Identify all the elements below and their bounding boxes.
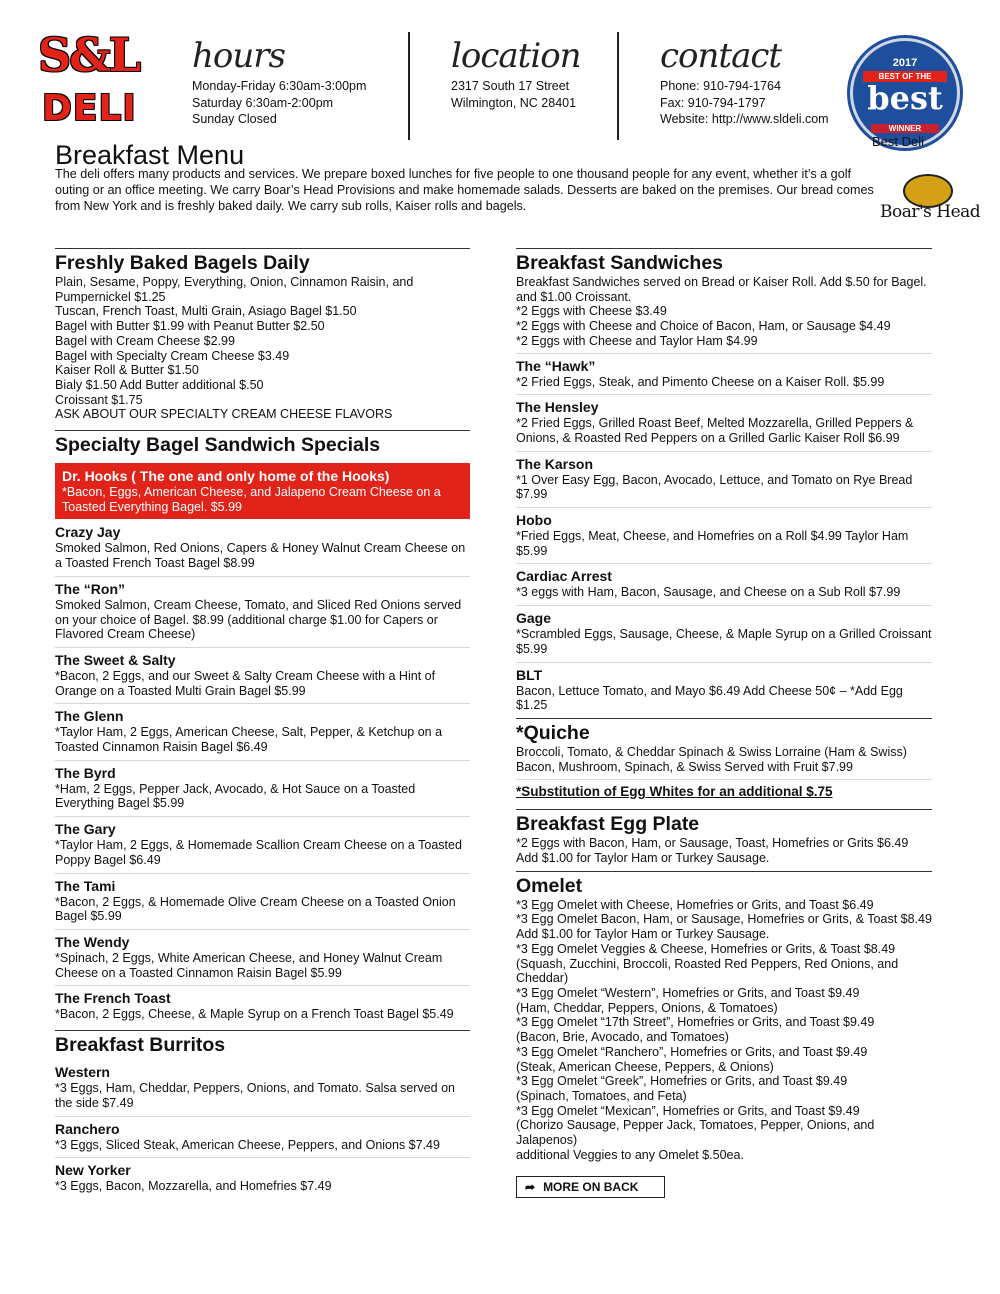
omelet-line: *3 Egg Omelet “Greek”, Homefries or Grits, and Toast $9.49 bbox=[516, 1074, 848, 1089]
item-name: New Yorker bbox=[55, 1162, 131, 1179]
sandwich-line: *2 Eggs with Cheese and Choice of Bacon, Ham, or Sausage $4.49 bbox=[516, 319, 891, 334]
section-title: Freshly Baked Bagels Daily bbox=[55, 252, 310, 274]
menu-item bbox=[55, 703, 470, 759]
hours-heading: hours bbox=[192, 36, 285, 76]
item-desc: *Bacon, 2 Eggs, & Homemade Olive Cream Cheese on a Toasted Onion Bagel $5.99 bbox=[55, 894, 456, 924]
section-title: Breakfast Sandwiches bbox=[516, 252, 724, 274]
menu-item bbox=[55, 760, 470, 816]
sandwich-line: *2 Eggs with Cheese and Taylor Ham $4.99 bbox=[516, 333, 758, 348]
item-name: The Gary bbox=[55, 821, 116, 838]
share-arrow-icon: ➦ bbox=[525, 1180, 536, 1195]
item-name: Hobo bbox=[516, 512, 552, 529]
omelet-line: *3 Egg Omelet “17th Street”, Homefries or Grits, and Toast $9.49 bbox=[516, 1015, 875, 1030]
item-name: The “Ron” bbox=[55, 580, 125, 597]
menu-item bbox=[55, 929, 470, 985]
featured-desc: *Bacon, Eggs, American Cheese, and Jalapeno Cream Cheese on a Toasted Everything Bagel. $5.99 bbox=[62, 485, 441, 514]
omelet-line: (Ham, Cheddar, Peppers, Onions, & Tomatoes) bbox=[516, 1000, 778, 1015]
menu-item bbox=[55, 1063, 470, 1115]
hours-lines bbox=[192, 78, 366, 128]
featured-special bbox=[55, 463, 470, 519]
omelet-line: *3 Egg Omelet Bacon, Ham, or Sausage, Homefries or Grits, & Toast $8.49 Add $1.00 for Taylor Ham or Turkey Sausage. bbox=[516, 912, 932, 942]
quiche-section bbox=[516, 718, 932, 799]
bagel-line: Bagel with Specialty Cream Cheese $3.49 bbox=[55, 348, 290, 363]
item-name: Crazy Jay bbox=[55, 524, 121, 541]
more-on-back-button[interactable] bbox=[516, 1176, 665, 1198]
boars-head-logo-text: Boar's Head bbox=[880, 202, 981, 222]
omelet-line: *3 Egg Omelet with Cheese, Homefries or Grits, and Toast $6.49 bbox=[516, 897, 874, 912]
contact-heading: contact bbox=[660, 36, 782, 76]
burritos-section bbox=[55, 1030, 470, 1199]
item-desc: *3 Eggs, Ham, Cheddar, Peppers, Onions, and Tomato. Salsa served on the side $7.49 bbox=[55, 1081, 455, 1110]
item-desc: *Taylor Ham, 2 Eggs, American Cheese, Salt, Pepper, & Ketchup on a Toasted Cinnamon Raisin Bagel $6.49 bbox=[55, 725, 443, 755]
logo-line1: S&L bbox=[38, 28, 140, 82]
section-title: Breakfast Burritos bbox=[55, 1034, 226, 1057]
item-desc: *Bacon, 2 Eggs, and our Sweet & Salty Cream Cheese with a Hint of Orange on a Toasted Multi Grain Bagel $5.99 bbox=[55, 668, 436, 698]
best-of-badge bbox=[850, 38, 960, 148]
contact-website: Website: http://www.sldeli.com bbox=[660, 112, 829, 126]
bagel-line: Bialy $1.50 Add Butter additional $.50 bbox=[55, 377, 264, 392]
item-desc: *3 Eggs, Bacon, Mozzarella, and Homefries $7.49 bbox=[55, 1179, 332, 1194]
omelet-line: *3 Egg Omelet “Ranchero”, Homefries or Grits, and Toast $9.49 bbox=[516, 1044, 868, 1059]
item-name: Cardiac Arrest bbox=[516, 568, 612, 585]
item-name: The Karson bbox=[516, 455, 594, 472]
item-desc: *Fried Eggs, Meat, Cheese, and Homefries on a Roll $4.99 Taylor Ham $5.99 bbox=[516, 529, 909, 558]
location-line: 2317 South 17 Street bbox=[451, 79, 570, 93]
location-lines bbox=[451, 78, 576, 111]
bagel-line: Bagel with Butter $1.99 with Peanut Butter $2.50 bbox=[55, 319, 325, 334]
bagel-line: Bagel with Cream Cheese $2.99 bbox=[55, 333, 235, 348]
bagel-line: Croissant $1.75 bbox=[55, 392, 143, 407]
menu-item bbox=[516, 605, 932, 661]
item-name: The Byrd bbox=[55, 764, 116, 781]
omelet-line: *3 Egg Omelet “Mexican”, Homefries or Grits, and Toast $9.49 bbox=[516, 1103, 860, 1118]
menu-item bbox=[55, 1157, 470, 1199]
featured-name: Dr. Hooks ( The one and only home of the Hooks) bbox=[62, 468, 390, 485]
left-column bbox=[55, 248, 470, 1199]
logo-line2: DELI bbox=[42, 88, 137, 129]
omelet-line: (Chorizo Sausage, Pepper Jack, Tomatoes, Pepper, Onions, and Jalapenos) bbox=[516, 1118, 875, 1148]
sandwiches-section bbox=[516, 248, 932, 718]
item-desc: *3 eggs with Ham, Bacon, Sausage, and Cheese on a Sub Roll $7.99 bbox=[516, 585, 901, 600]
item-desc: *Ham, 2 Eggs, Pepper Jack, Avocado, & Hot Sauce on a Toasted Everything Bagel $5.99 bbox=[55, 781, 416, 811]
contact-phone: Phone: 910-794-1764 bbox=[660, 79, 781, 93]
item-name: Gage bbox=[516, 610, 552, 627]
section-title: Omelet bbox=[516, 874, 583, 897]
page-title: Breakfast Menu bbox=[55, 140, 245, 170]
menu-item bbox=[55, 1116, 470, 1158]
item-desc: Bacon, Lettuce Tomato, and Mayo $6.49 Add Cheese 50¢ – *Add Egg $1.25 bbox=[516, 683, 903, 713]
menu-item bbox=[55, 985, 470, 1027]
item-name: Ranchero bbox=[55, 1120, 120, 1137]
item-name: The French Toast bbox=[55, 990, 171, 1007]
item-name: The Glenn bbox=[55, 708, 124, 725]
badge-best: best bbox=[867, 79, 943, 117]
menu-item bbox=[516, 662, 932, 718]
intro-paragraph: The deli offers many products and services. We prepare boxed lunches for five people to one thousand people for any event, whether it’s a golf outing or an office meeting. We carry Boar’s Head Provisions and make homemade salads. Desserts are baked on the premises. Our bread comes from New York and is freshly baked daily. We carry sub rolls, Kaiser rolls and bagels. bbox=[55, 167, 874, 214]
badge-year: 2017 bbox=[892, 57, 918, 69]
badge-caption: Best Deli bbox=[872, 134, 925, 149]
specials-section bbox=[55, 430, 470, 1027]
menu-item bbox=[55, 523, 470, 575]
item-desc: *Bacon, 2 Eggs, Cheese, & Maple Syrup on a French Toast Bagel $5.49 bbox=[55, 1007, 454, 1022]
location-heading: location bbox=[451, 36, 581, 76]
omelet-line: (Spinach, Tomatoes, and Feta) bbox=[516, 1088, 687, 1103]
sandwich-line: *2 Eggs with Cheese $3.49 bbox=[516, 304, 667, 319]
section-title: *Quiche bbox=[516, 721, 590, 744]
item-name: Western bbox=[55, 1064, 110, 1081]
item-desc: *3 Eggs, Sliced Steak, American Cheese, Peppers, and Onions $7.49 bbox=[55, 1137, 440, 1152]
contact-fax: Fax: 910-794-1797 bbox=[660, 95, 766, 110]
bagel-line: Kaiser Roll & Butter $1.50 bbox=[55, 363, 199, 378]
egg-plate-section bbox=[516, 809, 932, 865]
menu-item bbox=[55, 816, 470, 872]
menu-item bbox=[55, 647, 470, 703]
egg-white-substitution: *Substitution of Egg Whites for an additional $.75 bbox=[516, 784, 833, 800]
omelet-line: additional Veggies to any Omelet $.50ea. bbox=[516, 1147, 744, 1162]
item-name: The “Hawk” bbox=[516, 357, 596, 374]
hours-line: Monday-Friday 6:30am-3:00pm bbox=[192, 79, 367, 93]
omelet-line: *3 Egg Omelet “Western”, Homefries or Grits, and Toast $9.49 bbox=[516, 985, 860, 1000]
item-desc: Smoked Salmon, Cream Cheese, Tomato, and Sliced Red Onions served on your choice of Bagel. $8.99 (additional charge $1.00 for Capers or Flavored Cream Cheese) bbox=[55, 597, 462, 642]
section-title: Breakfast Egg Plate bbox=[516, 813, 700, 836]
item-desc: *2 Fried Eggs, Steak, and Pimento Cheese on a Kaiser Roll. $5.99 bbox=[516, 374, 885, 389]
omelet-line: *3 Egg Omelet Veggies & Cheese, Homefries or Grits, & Toast $8.49 (Squash, Zucchini, Broccoli, Roasted Red Peppers, Red Onions, and Cheddar) bbox=[516, 941, 899, 986]
section-title: Specialty Bagel Sandwich Specials bbox=[55, 434, 381, 457]
more-on-back-label: MORE ON BACK bbox=[543, 1180, 639, 1195]
menu-item bbox=[516, 353, 932, 395]
item-desc: *Taylor Ham, 2 Eggs, & Homemade Scallion Cream Cheese on a Toasted Poppy Bagel $6.49 bbox=[55, 838, 462, 867]
header-divider bbox=[617, 32, 619, 140]
hours-line: Saturday 6:30am-2:00pm bbox=[192, 95, 334, 110]
quiche-desc: Broccoli, Tomato, & Cheddar Spinach & Swiss Lorraine (Ham & Swiss) Bacon, Mushroom, Spinach, & Swiss Served with Fruit $7.99 bbox=[516, 744, 907, 774]
menu-item bbox=[55, 873, 470, 929]
right-column bbox=[516, 248, 932, 1198]
menu-item bbox=[516, 451, 932, 507]
menu-item bbox=[516, 394, 932, 450]
omelet-line: (Bacon, Brie, Avocado, and Tomatoes) bbox=[516, 1030, 729, 1045]
bagel-line: Plain, Sesame, Poppy, Everything, Onion, Cinnamon Raisin, and Pumpernickel $1.25 bbox=[55, 275, 414, 304]
menu-item bbox=[55, 576, 470, 647]
menu-item bbox=[516, 563, 932, 605]
bagel-line: ASK ABOUT OUR SPECIALTY CREAM CHEESE FLAVORS bbox=[55, 407, 393, 422]
location-line: Wilmington, NC 28401 bbox=[451, 95, 577, 110]
badge-winner: WINNER bbox=[871, 124, 939, 133]
badge-best-of-the: BEST OF THE bbox=[863, 71, 947, 82]
contact-lines bbox=[660, 78, 829, 128]
item-name: The Hensley bbox=[516, 399, 599, 416]
item-desc: *1 Over Easy Egg, Bacon, Avocado, Lettuce, and Tomato on Rye Bread $7.99 bbox=[516, 472, 913, 502]
item-name: The Sweet & Salty bbox=[55, 651, 176, 668]
item-name: The Tami bbox=[55, 877, 116, 894]
item-desc: Smoked Salmon, Red Onions, Capers & Honey Walnut Cream Cheese on a Toasted French Toast Bagel $8.99 bbox=[55, 541, 466, 571]
sl-deli-logo bbox=[38, 28, 148, 134]
egg-plate-desc: *2 Eggs with Bacon, Ham, or Sausage, Toast, Homefries or Grits $6.49 Add $1.00 for Taylor Ham or Turkey Sausage. bbox=[516, 836, 909, 866]
hours-line: Sunday Closed bbox=[192, 112, 277, 126]
sandwich-line: Breakfast Sandwiches served on Bread or Kaiser Roll. Add $.50 for Bagel. and $1.00 Croissant. bbox=[516, 275, 927, 304]
menu-item bbox=[516, 507, 932, 563]
bagel-line: Tuscan, French Toast, Multi Grain, Asiago Bagel $1.50 bbox=[55, 304, 357, 319]
omelet-section bbox=[516, 871, 932, 1163]
bagels-section bbox=[55, 248, 470, 422]
item-desc: *2 Fried Eggs, Grilled Roast Beef, Melted Mozzarella, Grilled Peppers & Onions, & Roasted Red Peppers on a Grilled Garlic Kaiser Roll $6.99 bbox=[516, 416, 914, 445]
header-divider bbox=[408, 32, 410, 140]
item-desc: *Scrambled Eggs, Sausage, Cheese, & Maple Syrup on a Grilled Croissant $5.99 bbox=[516, 627, 932, 656]
item-name: The Wendy bbox=[55, 933, 130, 950]
item-name: BLT bbox=[516, 666, 543, 683]
item-desc: *Spinach, 2 Eggs, White American Cheese, and Honey Walnut Cream Cheese on a Toasted Cinnamon Raisin Bagel $5.99 bbox=[55, 950, 443, 980]
omelet-line: (Steak, American Cheese, Peppers, & Onions) bbox=[516, 1059, 774, 1074]
